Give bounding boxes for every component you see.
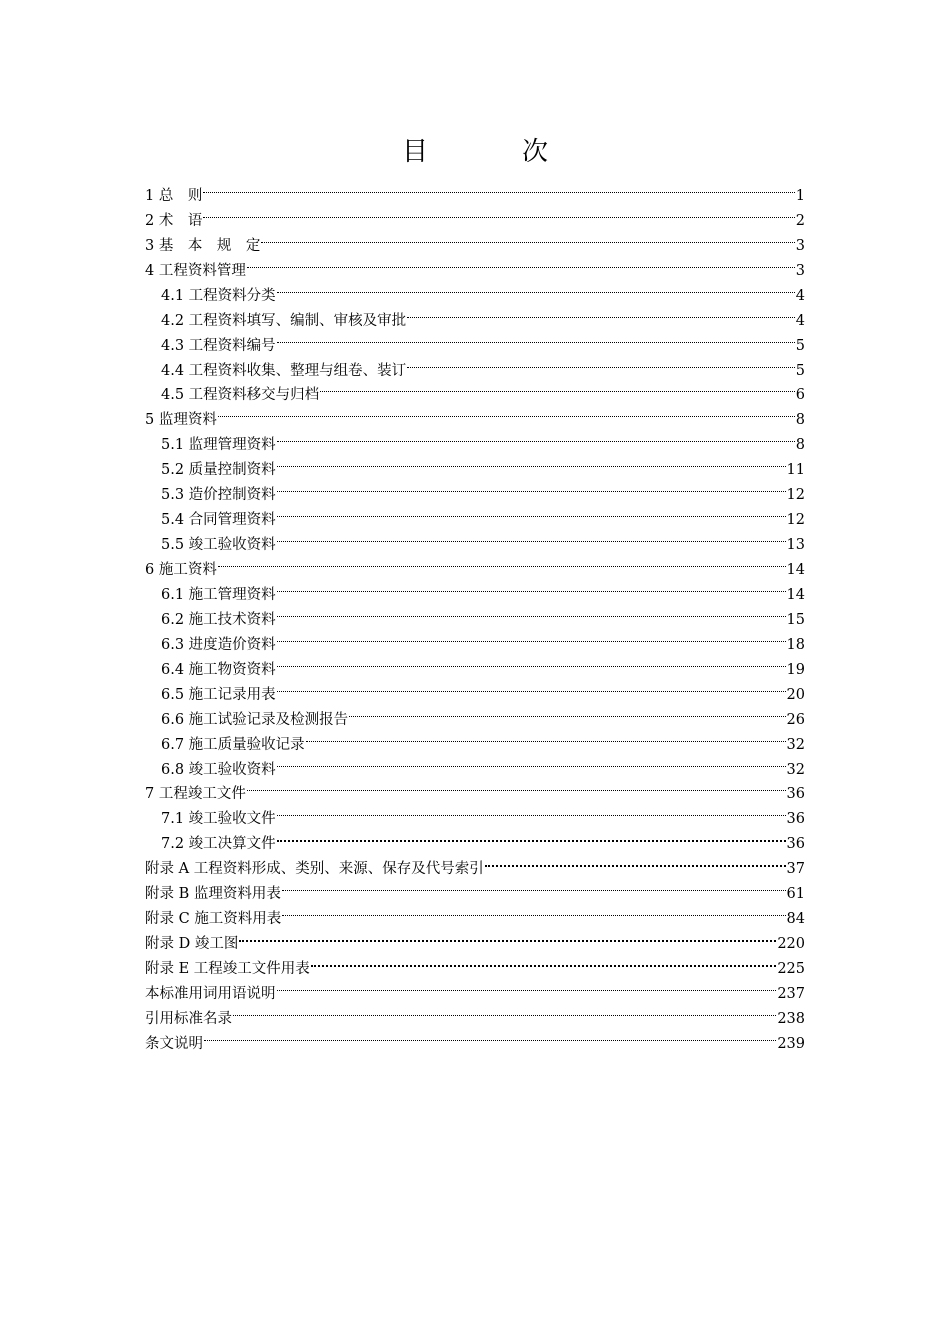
toc-entry-label: 5.5 竣工验收资料: [161, 537, 276, 554]
toc-entry-label: 4.5 工程资料移交与归档: [161, 387, 320, 404]
toc-entry[interactable]: [145, 574, 805, 603]
toc-leader-dots: [277, 798, 786, 823]
toc-entry-page-number: 36: [786, 786, 805, 803]
toc-entry-label: 6 施工资料: [145, 562, 217, 578]
toc-leader-dots: [277, 823, 786, 848]
toc-entry-label: 附录 E 工程竣工文件用表: [145, 961, 310, 977]
toc-entry[interactable]: [145, 225, 805, 254]
toc-entry-label: 4.3 工程资料编号: [161, 337, 276, 354]
toc-entry[interactable]: [145, 923, 805, 953]
toc-entry-page-number: 5: [795, 337, 805, 354]
toc-leader-dots: [277, 325, 795, 350]
toc-entry-page-number: 12: [786, 487, 805, 504]
toc-entry-label: 本标准用词用语说明: [145, 985, 276, 1002]
toc-entry-page-number: 84: [786, 911, 805, 928]
toc-entry-label: 2 术 语: [145, 212, 203, 229]
toc-entry-label: 7 工程竣工文件: [145, 786, 246, 803]
toc-leader-dots: [277, 649, 786, 674]
toc-leader-dots: [311, 948, 777, 973]
toc-entry-label: 4 工程资料管理: [145, 262, 246, 279]
toc-leader-dots: [282, 873, 786, 898]
toc-entry-page-number: 20: [786, 686, 805, 703]
toc-entry-label: 6.1 施工管理资料: [161, 586, 276, 603]
toc-entry-page-number: 4: [795, 312, 805, 329]
toc-leader-dots: [203, 175, 794, 200]
toc-leader-dots: [218, 549, 786, 574]
toc-entry[interactable]: [145, 948, 805, 977]
toc-leader-dots: [233, 998, 776, 1023]
toc-entry-page-number: 36: [786, 811, 805, 828]
toc-leader-dots: [277, 674, 786, 699]
toc-entry-page-number: 19: [786, 661, 805, 678]
toc-entry-page-number: 11: [786, 462, 805, 479]
toc-entry-page-number: 37: [786, 861, 805, 878]
toc-entry-label: 6.8 竣工验收资料: [161, 761, 276, 778]
toc-leader-dots: [218, 399, 795, 424]
toc-entry-label: 引用标准名录: [145, 1010, 232, 1027]
toc-leader-dots: [277, 973, 777, 998]
toc-entry-page-number: 4: [795, 287, 805, 304]
toc-entry-page-number: 2: [795, 212, 805, 229]
toc-entry-page-number: 26: [786, 711, 805, 728]
toc-entry-label: 4.1 工程资料分类: [161, 287, 276, 304]
toc-entry-label: 6.6 施工试验记录及检测报告: [161, 711, 349, 728]
toc-entry-label: 6.4 施工物资资料: [161, 661, 276, 678]
toc-entry-label: 5 监理资料: [145, 412, 217, 429]
toc-entry[interactable]: [145, 549, 805, 578]
toc-title: 目 次: [401, 137, 582, 167]
toc-entry-page-number: 237: [777, 985, 805, 1002]
toc-leader-dots: [320, 375, 795, 400]
toc-leader-dots: [277, 499, 786, 524]
toc-entry-page-number: 1: [795, 187, 805, 204]
toc-leader-dots: [247, 774, 786, 799]
toc-leader-dots: [407, 350, 795, 375]
toc-entry-label: 附录 D 竣工图: [145, 936, 239, 953]
toc-entry-page-number: 238: [777, 1010, 805, 1027]
toc-entry-page-number: 239: [777, 1035, 805, 1052]
toc-entry-page-number: 3: [795, 237, 805, 254]
toc-entry-label: 7.1 竣工验收文件: [161, 811, 276, 828]
toc-entry-label: 5.4 合同管理资料: [161, 512, 276, 529]
toc-entry-page-number: 14: [786, 586, 805, 603]
toc-entry-page-number: 32: [786, 736, 805, 753]
toc-leader-dots: [349, 699, 785, 724]
toc-leader-dots: [277, 275, 795, 300]
toc-leader-dots: [277, 749, 786, 774]
toc-leader-dots: [277, 574, 786, 599]
toc-entry-label: 6.5 施工记录用表: [161, 686, 276, 703]
toc-entry-page-number: 61: [786, 886, 805, 903]
table-of-contents: [145, 175, 805, 1052]
toc-entry-label: 5.3 造价控制资料: [161, 487, 276, 504]
toc-entry-page-number: 5: [795, 362, 805, 379]
toc-entry-page-number: 12: [786, 512, 805, 529]
toc-entry-label: 附录 C 施工资料用表: [145, 911, 282, 928]
toc-entry-page-number: 220: [777, 936, 805, 953]
toc-leader-dots: [407, 300, 795, 325]
toc-entry-label: 4.2 工程资料填写、编制、审核及审批: [161, 312, 407, 329]
toc-entry-label: 6.7 施工质量验收记录: [161, 736, 305, 753]
toc-entry[interactable]: [145, 1023, 805, 1052]
toc-entry-page-number: 13: [786, 537, 805, 554]
toc-entry[interactable]: [145, 424, 805, 454]
toc-entry-label: 附录 A 工程资料形成、类别、来源、保存及代号索引: [145, 861, 484, 878]
toc-entry[interactable]: [145, 399, 805, 429]
toc-leader-dots: [277, 449, 786, 474]
toc-entry-page-number: 225: [777, 961, 805, 977]
toc-leader-dots: [239, 923, 776, 948]
toc-entry-label: 5.2 质量控制资料: [161, 462, 276, 479]
toc-entry-page-number: 14: [786, 562, 805, 578]
toc-entry-page-number: 18: [786, 636, 805, 653]
toc-entry-label: 6.3 进度造价资料: [161, 636, 276, 653]
toc-entry-page-number: 15: [786, 611, 805, 628]
toc-entry-label: 3 基 本 规 定: [145, 237, 261, 254]
toc-entry[interactable]: [145, 175, 805, 204]
toc-leader-dots: [277, 524, 786, 549]
toc-entry[interactable]: [145, 200, 805, 229]
toc-entry[interactable]: [145, 998, 805, 1027]
toc-leader-dots: [261, 225, 794, 250]
toc-entry-label: 6.2 施工技术资料: [161, 611, 276, 628]
toc-leader-dots: [485, 848, 786, 873]
toc-entry-label: 附录 B 监理资料用表: [145, 886, 281, 903]
toc-leader-dots: [282, 898, 785, 923]
toc-leader-dots: [203, 200, 794, 225]
toc-entry-page-number: 3: [795, 262, 805, 279]
toc-entry-page-number: 8: [795, 437, 805, 454]
toc-entry-page-number: 8: [795, 412, 805, 429]
toc-entry-page-number: 6: [795, 387, 805, 404]
toc-leader-dots: [247, 250, 795, 275]
toc-leader-dots: [277, 424, 795, 449]
toc-entry-label: 5.1 监理管理资料: [161, 437, 276, 454]
toc-leader-dots: [277, 624, 786, 649]
toc-entry-label: 1 总 则: [145, 187, 203, 204]
toc-leader-dots: [306, 724, 786, 749]
toc-leader-dots: [277, 599, 786, 624]
toc-leader-dots: [204, 1023, 776, 1048]
toc-entry-page-number: 36: [786, 836, 805, 853]
toc-entry-page-number: 32: [786, 761, 805, 778]
toc-leader-dots: [277, 474, 786, 499]
toc-entry-label: 7.2 竣工决算文件: [161, 836, 276, 853]
toc-entry-label: 4.4 工程资料收集、整理与组卷、装订: [161, 362, 407, 379]
toc-entry-label: 条文说明: [145, 1035, 203, 1052]
